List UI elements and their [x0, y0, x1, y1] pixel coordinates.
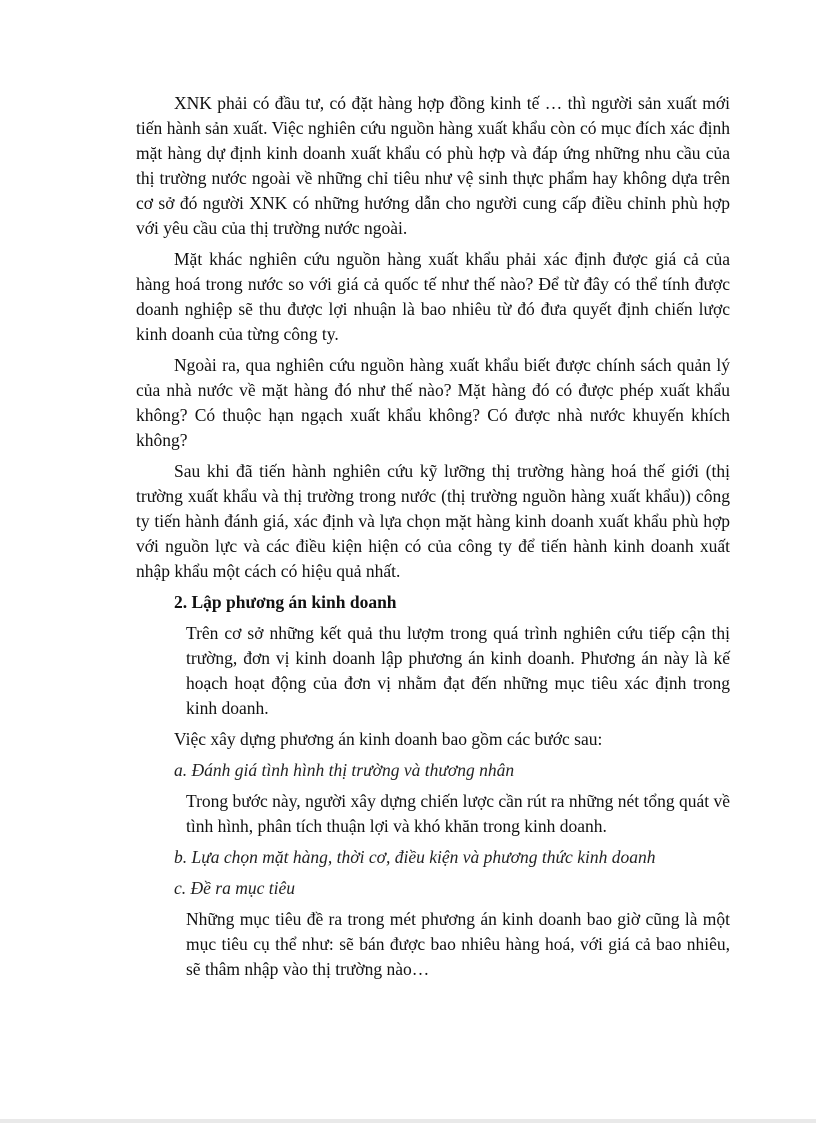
- paragraph-8: Những mục tiêu đề ra trong mét phương án kinh doanh bao giờ cũng là một mục tiêu cụ thể như: sẽ bán được bao nhiêu hàng hoá, với giá cả bao nhiêu, sẽ thâm nhập vào thị trường nào…: [186, 909, 730, 979]
- paragraph-5: Trên cơ sở những kết quả thu lượm trong quá trình nghiên cứu tiếp cận thị trường, đơn vị kinh doanh lập phương án kinh doanh. Phương án này là kế hoạch hoạt động của đơn vị nhằm đạt đến những mục tiêu xác định trong kinh doanh.: [186, 623, 730, 718]
- paragraph-3: Ngoài ra, qua nghiên cứu nguồn hàng xuất khẩu biết được chính sách quản lý của nhà nước về mặt hàng đó như thế nào? Mặt hàng đó có được phép xuất khẩu không? Có thuộc hạn ngạch xuất khẩu không? Có được nhà nước khuyến khích không?: [136, 355, 730, 450]
- paragraph-7: Trong bước này, người xây dựng chiến lược cần rút ra những nét tổng quát về tình hình, phân tích thuận lợi và khó khăn trong kinh doanh.: [186, 791, 730, 836]
- step-b-heading: b. Lựa chọn mặt hàng, thời cơ, điều kiện và phương thức kinh doanh: [174, 847, 656, 867]
- paragraph-1: XNK phải có đầu tư, có đặt hàng hợp đồng kinh tế … thì người sản xuất mới tiến hành sản xuất. Việc nghiên cứu nguồn hàng xuất khẩu còn có mục đích xác định mặt hàng dự định kinh doanh xuất khẩu có phù hợp và đáp ứng những nhu cầu của thị trường nước ngoài về những chỉ tiêu như vệ sinh thực phẩm hay không dựa trên cơ sở đó người XNK có những hướng dẫn cho người cung cấp điều chỉnh phù hợp với yêu cầu của thị trường nước ngoài.: [136, 93, 730, 238]
- paragraph-4: Sau khi đã tiến hành nghiên cứu kỹ lưỡng thị trường hàng hoá thế giới (thị trường xuất khẩu và thị trường trong nước (thị trường nguồn hàng xuất khẩu)) công ty tiến hành đánh giá, xác định và lựa chọn mặt hàng kinh doanh xuất khẩu phù hợp với nguồn lực và các điều kiện hiện có của công ty để tiến hành kinh doanh xuất nhập khẩu một cách có hiệu quả nhất.: [136, 461, 730, 581]
- page-bottom-edge: [0, 1119, 816, 1123]
- paragraph-2: Mặt khác nghiên cứu nguồn hàng xuất khẩu phải xác định được giá cả của hàng hoá trong nước so với giá cả quốc tế như thế nào? Để từ đây có thể tính được doanh nghiệp sẽ thu được lợi nhuận là bao nhiêu từ đó đưa quyết định chiến lược kinh doanh của từng công ty.: [136, 249, 730, 344]
- step-c-heading: c. Đề ra mục tiêu: [174, 878, 296, 898]
- section-heading: 2. Lập phương án kinh doanh: [174, 592, 397, 612]
- paragraph-6: Việc xây dựng phương án kinh doanh bao gồm các bước sau:: [174, 729, 603, 749]
- step-a-heading: a. Đánh giá tình hình thị trường và thương nhân: [174, 760, 515, 780]
